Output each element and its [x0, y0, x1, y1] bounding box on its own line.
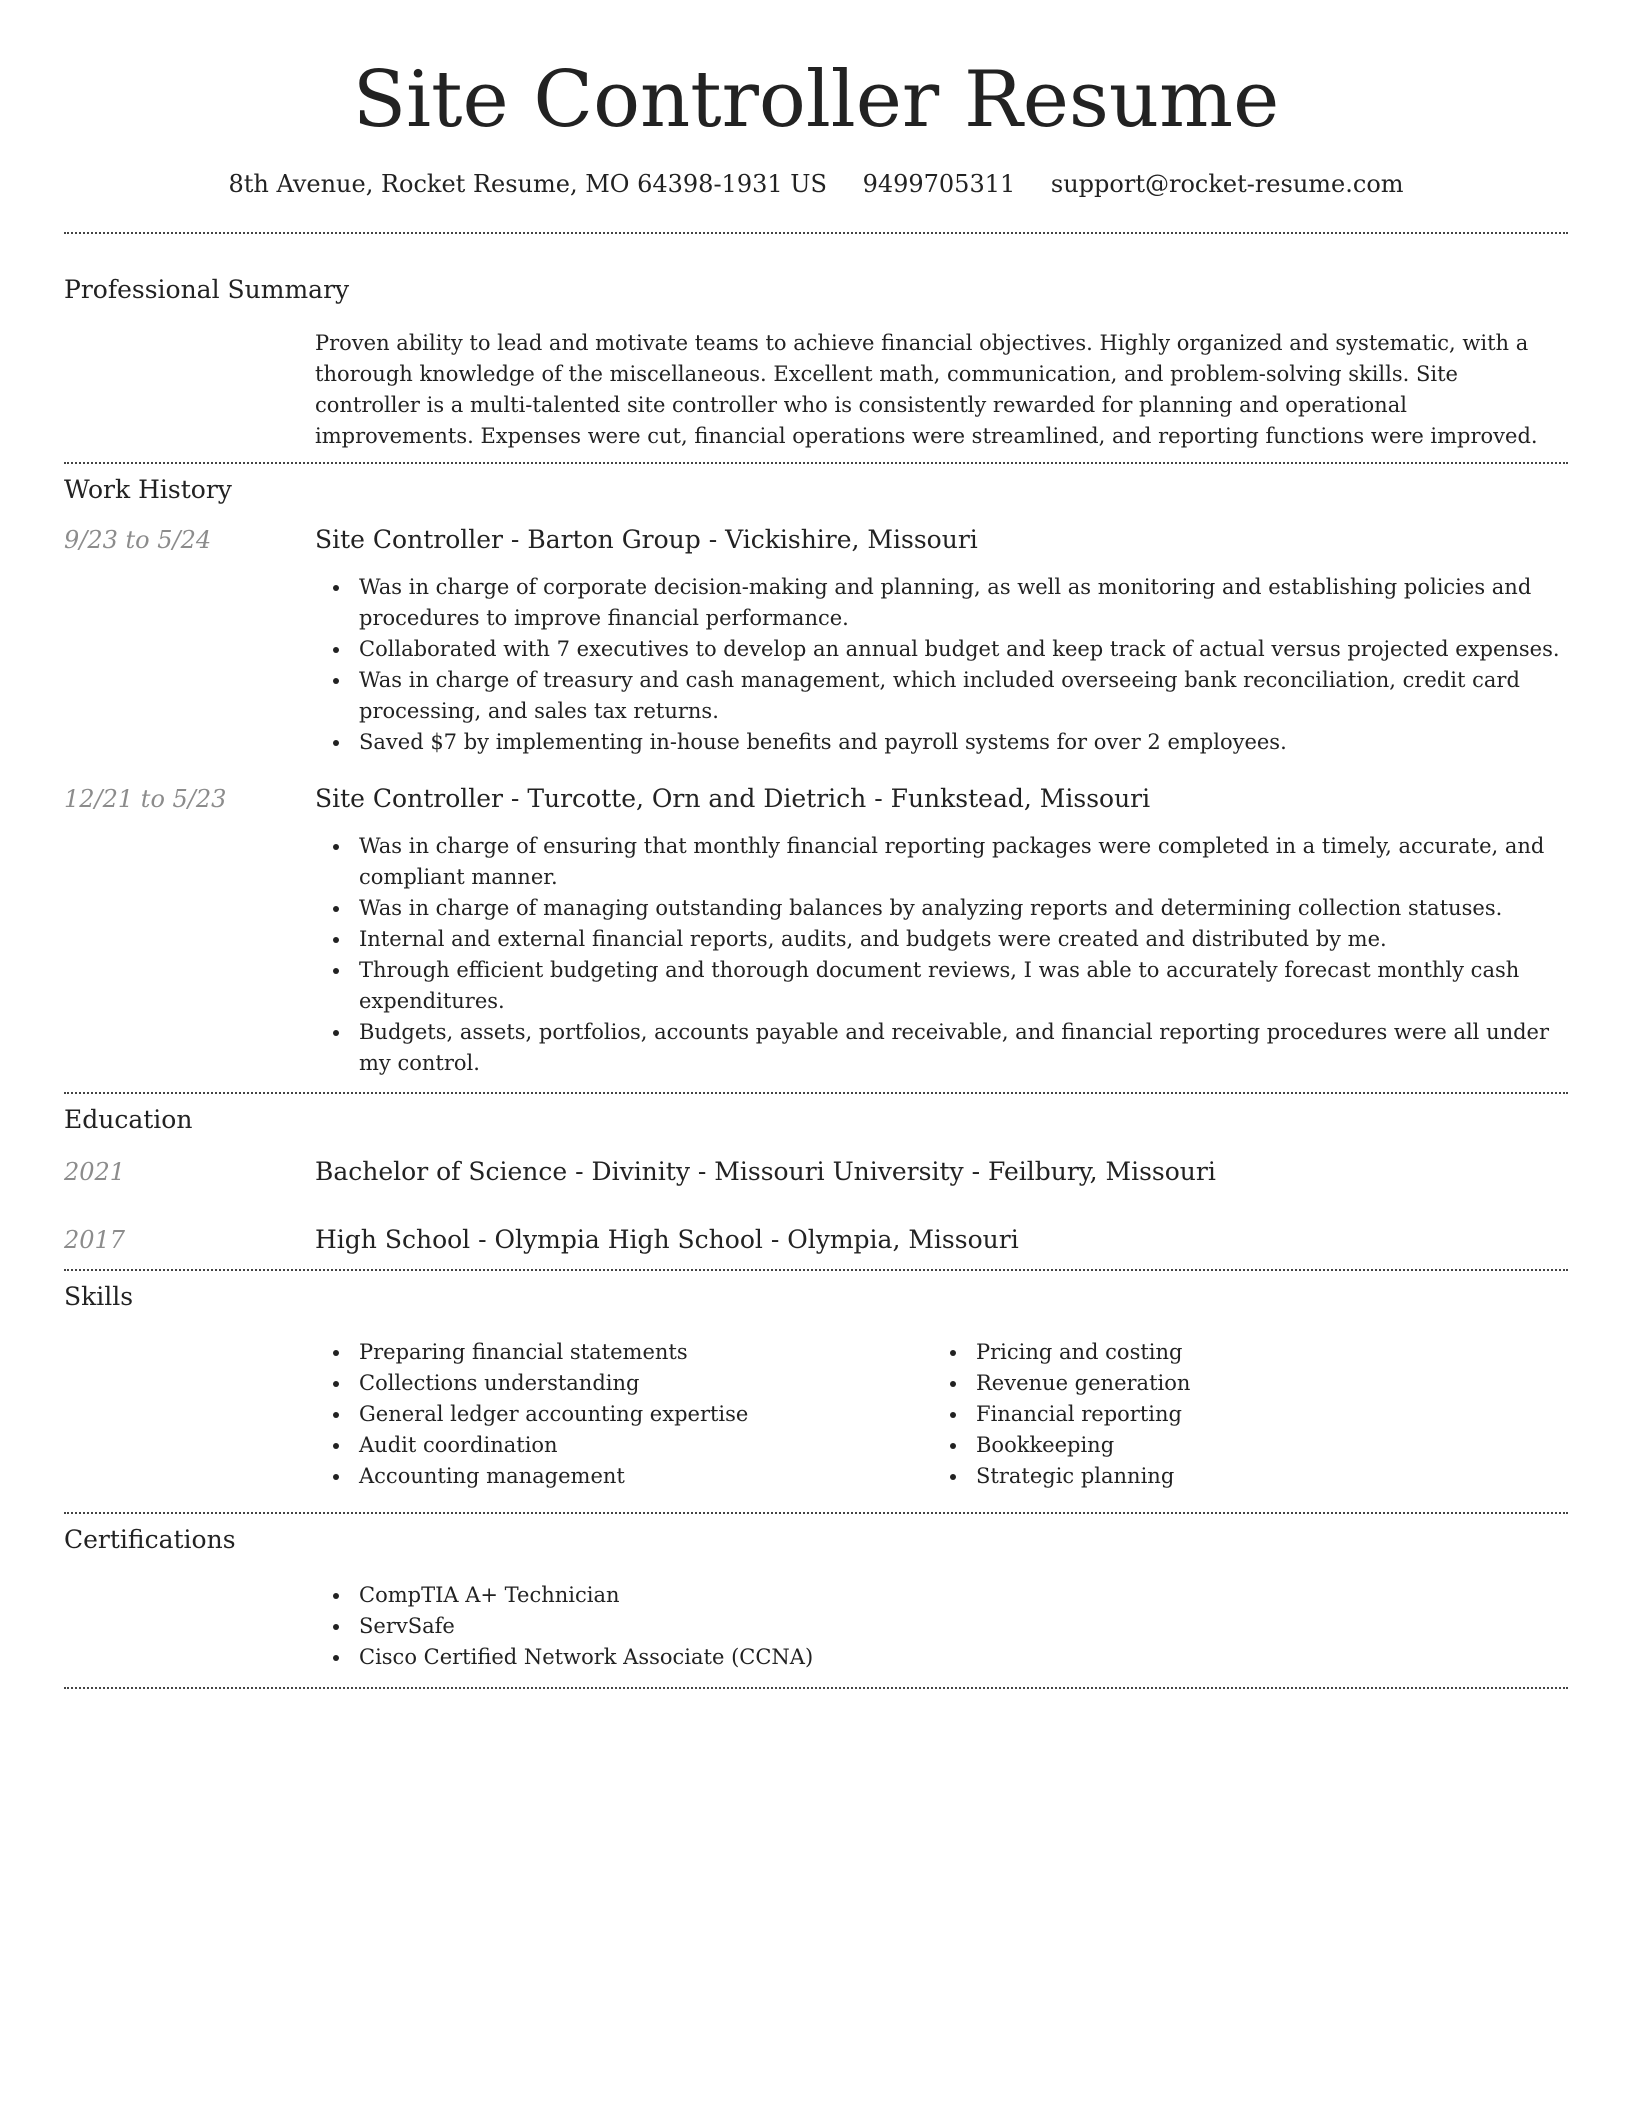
skills-column-2	[932, 1313, 1549, 1492]
list-item: Preparing financial statements	[359, 1337, 932, 1368]
section-heading: Professional Summary	[64, 275, 350, 304]
list-item: General ledger accounting expertise	[359, 1399, 932, 1430]
list-item: Bookkeeping	[976, 1430, 1549, 1461]
job-entry	[64, 783, 1568, 1079]
list-item: Through efficient budgeting and thorough document reviews, I was able to accurately forecast monthly cash expenditures.	[359, 955, 1568, 1017]
list-item: Financial reporting	[976, 1399, 1549, 1430]
resume-title: Site Controller Resume	[352, 55, 1280, 145]
list-item: ServSafe	[359, 1611, 1568, 1642]
contact-email: support@rocket-resume.com	[1050, 170, 1404, 198]
list-item: CompTIA A+ Technician	[359, 1580, 1568, 1611]
education-entry	[64, 1156, 1568, 1188]
list-item: Accounting management	[359, 1461, 932, 1492]
list-item: Saved $7 by implementing in-house benefits and payroll systems for over 2 employees.	[359, 727, 1568, 758]
education-degree: Bachelor of Science - Divinity	[315, 1157, 690, 1186]
education-section	[64, 1092, 1568, 1269]
list-item: Collections understanding	[359, 1368, 932, 1399]
education-school: - Olympia High School - Olympia, Missouri	[470, 1225, 1019, 1254]
section-heading: Education	[64, 1105, 193, 1134]
job-list	[64, 524, 1568, 1092]
list-item: Was in charge of ensuring that monthly financial reporting packages were completed in a timely, accurate, and compliant manner.	[359, 831, 1568, 893]
job-bullets	[315, 831, 1568, 1079]
job-bullets	[315, 572, 1568, 758]
education-year: 2021	[64, 1158, 126, 1186]
summary-content	[315, 306, 1568, 462]
list-item: Revenue generation	[976, 1368, 1549, 1399]
list-item: Cisco Certified Network Associate (CCNA)	[359, 1642, 1568, 1673]
job-title: Site Controller - Turcotte, Orn and Dietrich - Funkstead, Missouri	[315, 784, 1151, 813]
job-details	[315, 524, 1568, 758]
education-school: - Missouri University - Feilbury, Missouri	[689, 1157, 1216, 1186]
end-divider	[64, 1687, 1568, 1689]
professional-summary-section	[64, 232, 1568, 462]
skills-columns	[315, 1313, 1568, 1492]
summary-row	[64, 306, 1568, 462]
certifications-content	[315, 1556, 1568, 1673]
job-details	[315, 783, 1568, 1079]
list-item: Strategic planning	[976, 1461, 1549, 1492]
education-degree: High School	[315, 1225, 471, 1254]
job-dates: 12/21 to 5/23	[64, 785, 227, 813]
section-heading: Certifications	[64, 1525, 236, 1554]
education-list	[64, 1156, 1568, 1269]
skills-list	[932, 1337, 1549, 1492]
skills-column-1	[315, 1313, 932, 1492]
education-entry	[64, 1224, 1568, 1256]
certifications-section	[64, 1512, 1568, 1687]
list-item: Was in charge of treasury and cash management, which included overseeing bank reconciliation, credit card processing, and sales tax returns.	[359, 665, 1568, 727]
section-heading: Skills	[64, 1282, 134, 1311]
list-item: Internal and external financial reports, audits, and budgets were created and distributed by me.	[359, 924, 1568, 955]
certifications-list	[315, 1580, 1568, 1673]
contact-phone: 9499705311	[862, 170, 1016, 198]
summary-text: Proven ability to lead and motivate teams to achieve financial objectives. Highly organized and systematic, with a thorough knowledge of the miscellaneous. Excellent math, communication, and problem-solving skills. Site controller is a multi-talented site controller who is consistently rewarded for planning and operational improvements. Expenses were cut, financial operations were streamlined, and reporting functions were improved.	[315, 331, 1538, 448]
job-entry	[64, 524, 1568, 758]
skills-list	[315, 1337, 932, 1492]
list-item: Pricing and costing	[976, 1337, 1549, 1368]
job-dates: 9/23 to 5/24	[64, 526, 212, 554]
skills-section	[64, 1269, 1568, 1512]
job-title: Site Controller - Barton Group - Vickishire, Missouri	[315, 525, 978, 554]
education-details	[315, 1156, 1568, 1188]
list-item: Audit coordination	[359, 1430, 932, 1461]
section-heading: Work History	[64, 475, 232, 504]
certifications-row	[64, 1556, 1568, 1687]
list-item: Was in charge of managing outstanding balances by analyzing reports and determining collection statuses.	[359, 893, 1568, 924]
contact-address: 8th Avenue, Rocket Resume, MO 64398-1931 US	[228, 170, 827, 198]
skills-row	[64, 1313, 1568, 1512]
list-item: Budgets, assets, portfolios, accounts payable and receivable, and financial reporting procedures were all under my control.	[359, 1017, 1568, 1079]
contact-line	[64, 168, 1568, 200]
list-item: Was in charge of corporate decision-making and planning, as well as monitoring and establishing policies and procedures to improve financial performance.	[359, 572, 1568, 634]
education-details	[315, 1224, 1568, 1256]
education-year: 2017	[64, 1226, 126, 1254]
work-history-section	[64, 462, 1568, 1092]
list-item: Collaborated with 7 executives to develop an annual budget and keep track of actual versus projected expenses.	[359, 634, 1568, 665]
